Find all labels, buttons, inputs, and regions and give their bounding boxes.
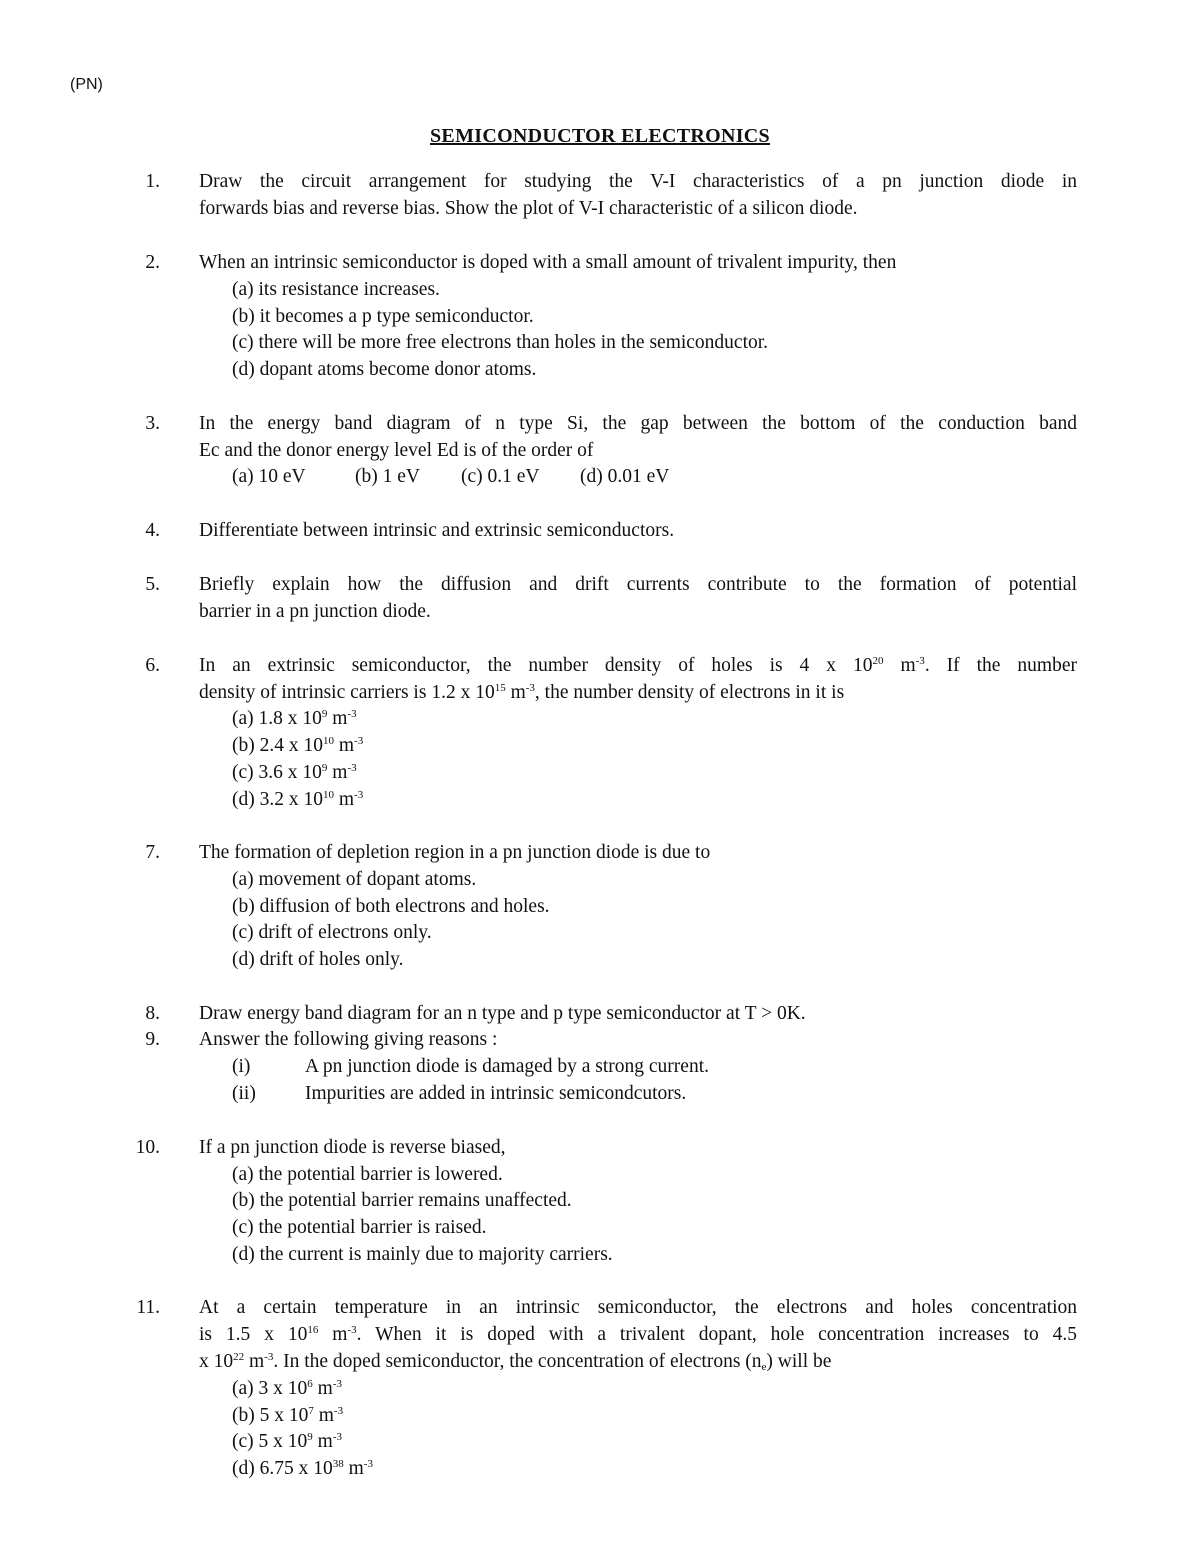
question-text: If a pn junction diode is reverse biased, bbox=[199, 1137, 506, 1158]
question-text: is 1.5 x $10^{16}$ $m^{-3}$. When it is doped with a trivalent dopant, hole concentration increases to 4.5 bbox=[199, 1324, 1077, 1345]
option: (c) 5 x $10^9$ $m^{-3}$ bbox=[232, 1431, 342, 1452]
option: (d) 6.75 x $10^{38}$ $m^{-3}$ bbox=[232, 1458, 373, 1479]
option: (a) the potential barrier is lowered. bbox=[232, 1164, 503, 1185]
option: (d) 3.2 x $10^{10}$ $m^{-3}$ bbox=[232, 789, 364, 810]
question-number: 1. bbox=[145, 171, 160, 192]
question-number: 11. bbox=[136, 1297, 160, 1318]
option: (d) 0.01 eV bbox=[580, 466, 670, 487]
question-text: Briefly explain how the diffusion and drift currents contribute to the formation of potential bbox=[199, 574, 1077, 595]
option: (d) drift of holes only. bbox=[232, 949, 404, 970]
question-number: 2. bbox=[145, 252, 160, 273]
question-text: Draw the circuit arrangement for studying the V-I characteristics of a pn junction diode in bbox=[199, 171, 1077, 192]
option: (a) its resistance increases. bbox=[232, 279, 440, 300]
option: (d) dopant atoms become donor atoms. bbox=[232, 359, 537, 380]
item-text: Impurities are added in intrinsic semicondcutors. bbox=[305, 1083, 687, 1104]
question-text: Ec and the donor energy level Ed is of the order of bbox=[199, 440, 594, 461]
option: (b) 1 eV bbox=[355, 466, 420, 487]
option: (a) 10 eV bbox=[232, 466, 306, 487]
question-number: 7. bbox=[145, 842, 160, 863]
question-text: When an intrinsic semiconductor is doped with a small amount of trivalent impurity, then bbox=[199, 252, 897, 273]
question-number: 9. bbox=[145, 1029, 160, 1050]
option: (a) movement of dopant atoms. bbox=[232, 869, 477, 890]
question-text: Differentiate between intrinsic and extrinsic semiconductors. bbox=[199, 520, 675, 541]
question-text: In an extrinsic semiconductor, the number density of holes is 4 x $10^{20}$ $m^{-3}$. If the number bbox=[199, 655, 1077, 676]
option: (b) it becomes a p type semiconductor. bbox=[232, 306, 534, 327]
option: (b) 2.4 x $10^{10}$ $m^{-3}$ bbox=[232, 735, 364, 756]
question-text: barrier in a pn junction diode. bbox=[199, 601, 431, 622]
question-text: Draw energy band diagram for an n type and p type semiconductor at T > 0K. bbox=[199, 1003, 806, 1024]
option: (c) there will be more free electrons than holes in the semiconductor. bbox=[232, 332, 769, 353]
question-text: In the energy band diagram of n type Si, the gap between the bottom of the conduction band bbox=[199, 413, 1077, 434]
option: (c) 3.6 x $10^9$ $m^{-3}$ bbox=[232, 762, 357, 783]
question-number: 6. bbox=[145, 655, 160, 676]
question-text: density of intrinsic carriers is 1.2 x $10^{15}$ $m^{-3}$, the number density of electrons in it is bbox=[199, 682, 845, 703]
option: (b) the potential barrier remains unaffected. bbox=[232, 1190, 572, 1211]
question-number: 8. bbox=[145, 1003, 160, 1024]
question-text: The formation of depletion region in a pn junction diode is due to bbox=[199, 842, 711, 863]
question-text: Answer the following giving reasons : bbox=[199, 1029, 498, 1050]
option: (c) 0.1 eV bbox=[461, 466, 540, 487]
question-text: At a certain temperature in an intrinsic semiconductor, the electrons and holes concentration bbox=[199, 1297, 1077, 1318]
page-title: SEMICONDUCTOR ELECTRONICS bbox=[430, 125, 770, 147]
question-number: 10. bbox=[135, 1137, 160, 1158]
question-text: x $10^{22}$ $m^{-3}$. In the doped semiconductor, the concentration of electrons $(n_e)$ will be bbox=[199, 1351, 832, 1373]
option: (c) the potential barrier is raised. bbox=[232, 1217, 487, 1238]
item-number: (i) bbox=[232, 1056, 251, 1077]
option: (c) drift of electrons only. bbox=[232, 922, 432, 943]
question-text: forwards bias and reverse bias. Show the plot of V-I characteristic of a silicon diode. bbox=[199, 198, 858, 219]
item-number: (ii) bbox=[232, 1083, 256, 1104]
question-number: 4. bbox=[145, 520, 160, 541]
option: (a) 1.8 x $10^9$ $m^{-3}$ bbox=[232, 708, 357, 729]
paper-code: (PN) bbox=[70, 76, 103, 93]
question-number: 3. bbox=[145, 413, 160, 434]
item-text: A pn junction diode is damaged by a strong current. bbox=[305, 1056, 709, 1077]
option: (d) the current is mainly due to majority carriers. bbox=[232, 1244, 613, 1265]
option: (b) diffusion of both electrons and holes. bbox=[232, 896, 550, 917]
option: (a) 3 x $10^6$ $m^{-3}$ bbox=[232, 1378, 342, 1399]
option: (b) 5 x $10^7$ $m^{-3}$ bbox=[232, 1405, 344, 1426]
question-number: 5. bbox=[145, 574, 160, 595]
